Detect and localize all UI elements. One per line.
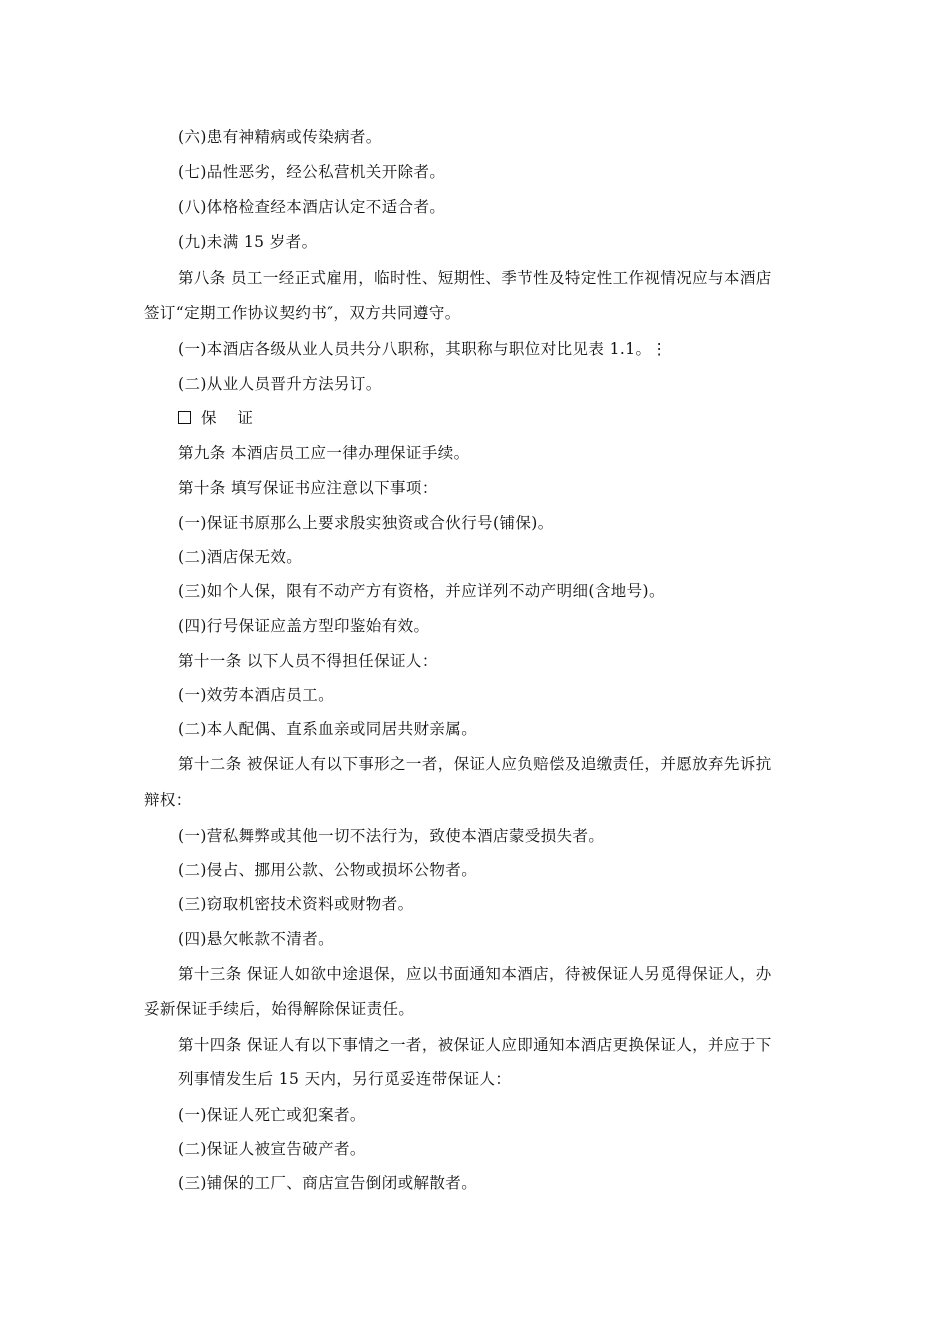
text-line: (一)营私舞弊或其他一切不法行为，致使本酒店蒙受损失者。: [178, 827, 605, 845]
text-line: (三)铺保的工厂、商店宣告倒闭或解散者。: [178, 1174, 478, 1192]
section-heading-text: 保 证: [201, 409, 261, 427]
text-line: (三)如个人保，限有不动产方有资格，并应详列不动产明细(含地号)。: [178, 582, 665, 600]
text-line: 第十三条 保证人如欲中途退保，应以书面通知本酒店，待被保证人另觅得保证人，办: [178, 965, 772, 983]
text-line: 辩权：: [144, 791, 192, 809]
checkbox-square-icon: [178, 411, 191, 424]
text-line: (四)悬欠帐款不清者。: [178, 930, 334, 948]
text-line: (六)患有神精病或传染病者。: [178, 128, 382, 146]
section-heading: [178, 408, 261, 428]
text-line: (二)从业人员晋升方法另订。: [178, 375, 382, 393]
text-line: 第十条 填写保证书应注意以下事项：: [178, 479, 438, 497]
text-line: (一)保证人死亡或犯案者。: [178, 1106, 366, 1124]
text-line: (二)侵占、挪用公款、公物或损坏公物者。: [178, 861, 478, 879]
text-line: 列事情发生后 15 天内，另行觅妥连带保证人：: [178, 1070, 512, 1088]
text-line: (四)行号保证应盖方型印鉴始有效。: [178, 617, 430, 635]
text-line: 妥新保证手续后，始得解除保证责任。: [144, 1000, 415, 1018]
text-line: 签订“定期工作协议契约书″，双方共同遵守。: [144, 304, 461, 322]
text-line: (一)保证书原那么上要求殷实独资或合伙行号(铺保)。: [178, 514, 554, 532]
text-line: (八)体格检查经本酒店认定不适合者。: [178, 198, 446, 216]
text-line: (二)酒店保无效。: [178, 548, 303, 566]
text-line: 第九条 本酒店员工应一律办理保证手续。: [178, 444, 470, 462]
text-line: (一)效劳本酒店员工。: [178, 686, 334, 704]
text-line: (二)本人配偶、直系血亲或同居共财亲属。: [178, 720, 478, 738]
text-line: 第八条 员工一经正式雇用，临时性、短期性、季节性及特定性工作视情况应与本酒店: [178, 269, 772, 287]
text-line: (一)本酒店各级从业人员共分八职称，其职称与职位对比见表 1.1。⋮: [178, 340, 668, 358]
text-line: (九)未满 15 岁者。: [178, 233, 318, 251]
text-line: (三)窃取机密技术资料或财物者。: [178, 895, 414, 913]
text-line: (二)保证人被宣告破产者。: [178, 1140, 366, 1158]
text-line: (七)品性恶劣，经公私营机关开除者。: [178, 163, 446, 181]
text-line: 第十四条 保证人有以下事情之一者，被保证人应即通知本酒店更换保证人，并应于下: [178, 1036, 772, 1054]
text-line: 第十一条 以下人员不得担任保证人：: [178, 652, 438, 670]
text-line: 第十二条 被保证人有以下事形之一者，保证人应负赔偿及追缴责任，并愿放弃先诉抗: [178, 755, 772, 773]
